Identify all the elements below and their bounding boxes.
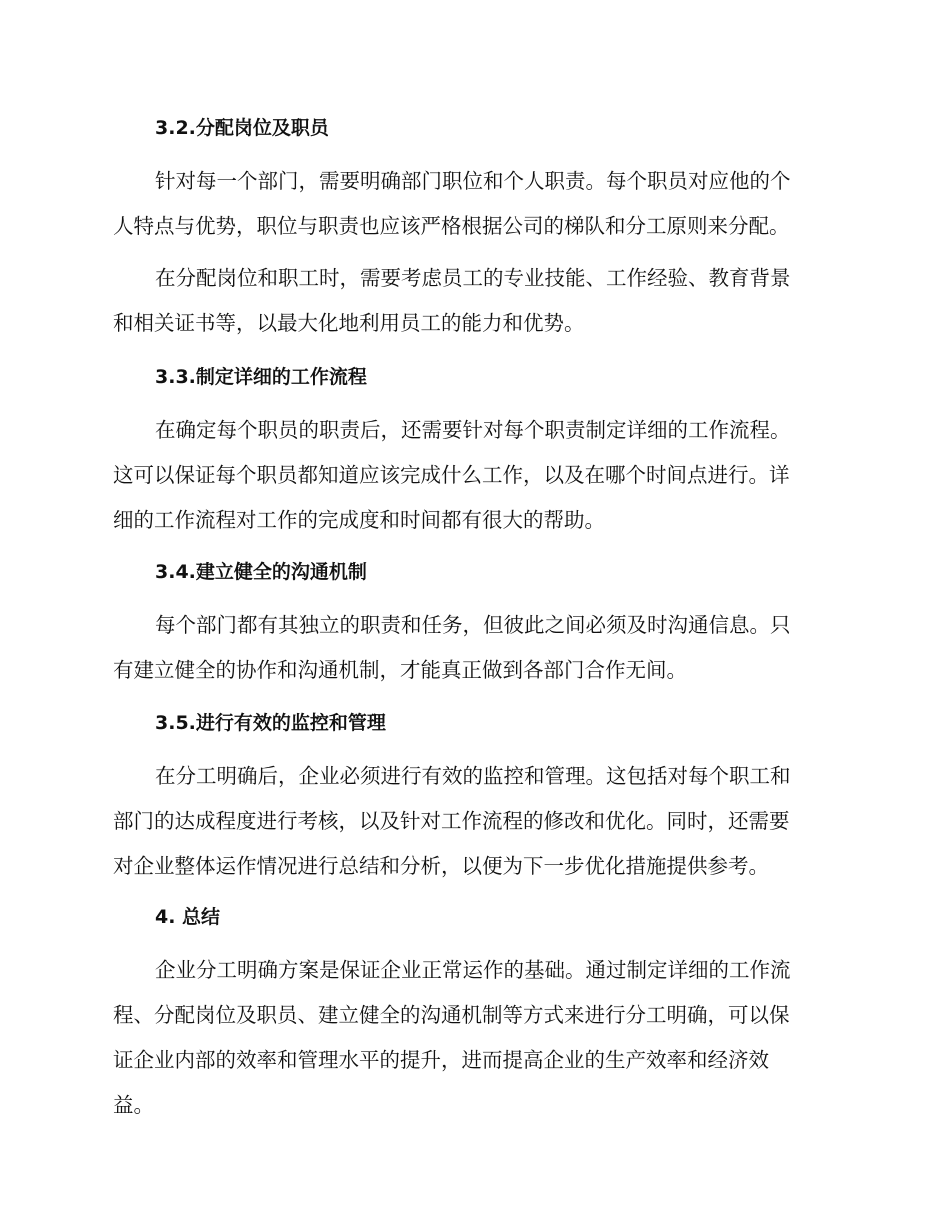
paragraph-line: 针对每一个部门，需要明确部门职位和个人职责。每个职员对应他的个: [155, 169, 791, 193]
paragraph-line: 这可以保证每个职员都知道应该完成什么工作，以及在哪个时间点进行。详: [113, 463, 790, 487]
paragraph-line: 益。: [113, 1093, 154, 1117]
paragraph-line: 对企业整体运作情况进行总结和分析，以便为下一步优化措施提供参考。: [113, 854, 769, 878]
paragraph-line: 人特点与优势，职位与职责也应该严格根据公司的梯队和分工原则来分配。: [113, 214, 790, 238]
paragraph-line: 程、分配岗位及职员、建立健全的沟通机制等方式来进行分工明确，可以保: [113, 1003, 790, 1027]
paragraph-line: 企业分工明确方案是保证企业正常运作的基础。通过制定详细的工作流: [155, 958, 791, 982]
paragraph-line: 在分工明确后，企业必须进行有效的监控和管理。这包括对每个职工和: [155, 764, 791, 788]
section-heading: 3.5.进行有效的监控和管理: [155, 712, 386, 734]
paragraph-line: 在确定每个职员的职责后，还需要针对每个职责制定详细的工作流程。: [155, 418, 791, 442]
paragraph: [113, 256, 840, 346]
section-heading: 3.2.分配岗位及职员: [155, 117, 329, 139]
paragraph-line: 细的工作流程对工作的完成度和时间都有很大的帮助。: [113, 508, 605, 532]
paragraph: [113, 948, 840, 1128]
paragraph-line: 每个部门都有其独立的职责和任务，但彼此之间必须及时沟通信息。只: [155, 613, 791, 637]
paragraph: [113, 408, 840, 543]
paragraph-line: 有建立健全的协作和沟通机制，才能真正做到各部门合作无间。: [113, 658, 687, 682]
paragraph: [113, 754, 840, 889]
paragraph-line: 在分配岗位和职工时，需要考虑员工的专业技能、工作经验、教育背景: [155, 266, 791, 290]
section-heading: 3.4.建立健全的沟通机制: [155, 561, 367, 583]
section-heading: 4. 总结: [155, 906, 221, 928]
paragraph: [113, 603, 840, 693]
paragraph-line: 证企业内部的效率和管理水平的提升，进而提高企业的生产效率和经济效: [113, 1048, 769, 1072]
paragraph: [113, 159, 840, 249]
section-heading: 3.3.制定详细的工作流程: [155, 366, 367, 388]
paragraph-line: 和相关证书等，以最大化地利用员工的能力和优势。: [113, 311, 585, 335]
paragraph-line: 部门的达成程度进行考核，以及针对工作流程的修改和优化。同时，还需要: [113, 809, 790, 833]
